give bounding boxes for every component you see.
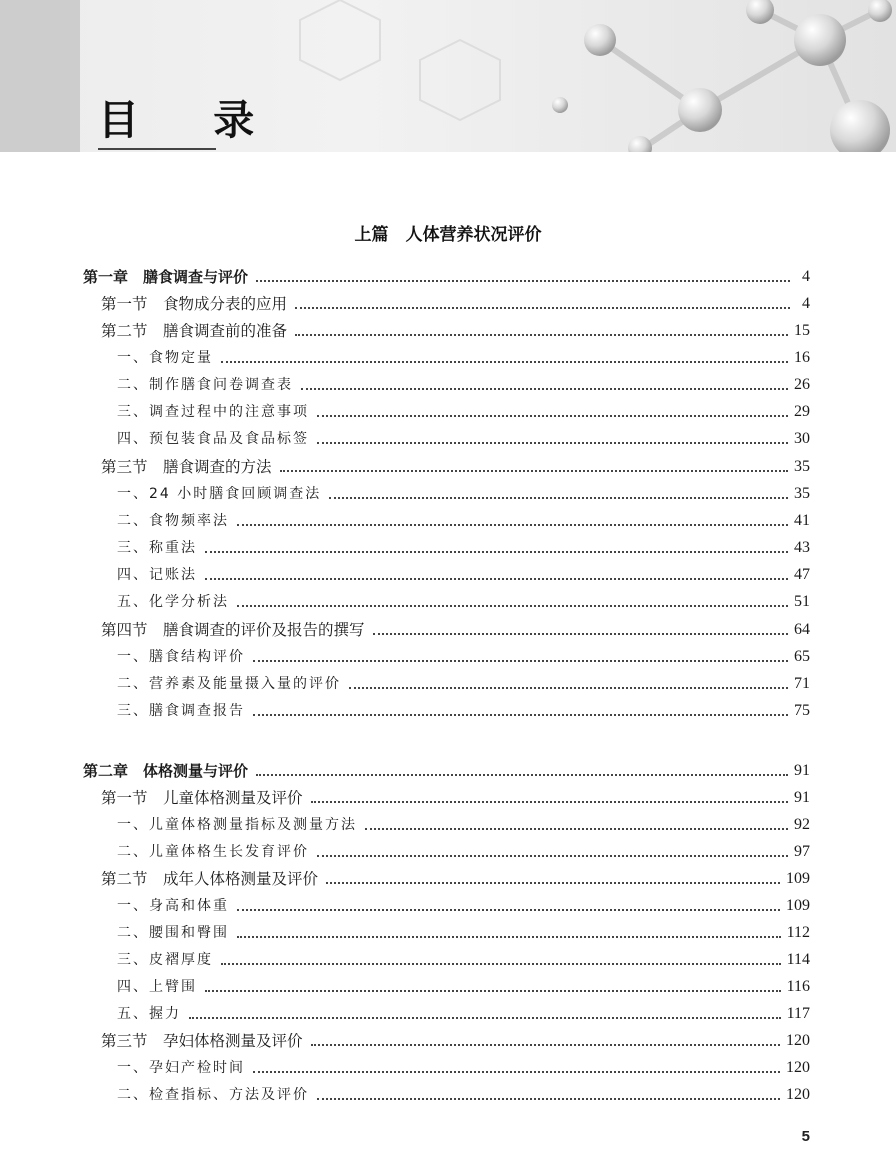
toc-section-entry[interactable] [101,864,810,890]
toc-entry-label: 三、调查过程中的注意事项 [117,404,309,420]
toc-entry-page: 112 [786,924,810,941]
toc-entry-label: 五、握力 [117,1006,181,1022]
toc-entry-label: 第一节 儿童体格测量及评价 [101,789,303,807]
dot-leader [237,524,788,526]
toc-subsection-entry[interactable] [117,810,810,836]
dot-leader [317,442,788,444]
dot-leader [326,882,780,884]
dot-leader [253,1071,780,1073]
toc-entry-page: 4 [802,268,810,285]
toc-entry-page: 120 [786,1059,810,1076]
toc-entry-page: 91 [794,762,810,779]
toc-entry-page: 97 [794,843,810,860]
page-header [0,0,896,152]
dot-leader [311,1044,780,1046]
toc-subsection-entry[interactable] [117,343,810,369]
dot-leader [256,774,788,776]
toc-entry-page: 114 [786,951,810,968]
toc-subsection-entry[interactable] [117,587,810,613]
toc-entry-page: 47 [794,566,810,583]
toc-subsection-entry[interactable] [117,370,810,396]
toc-subsection-entry[interactable] [117,918,810,944]
toc-section-entry[interactable] [101,783,810,809]
toc-subsection-entry[interactable] [117,891,810,917]
toc-section-entry[interactable] [101,1026,810,1052]
toc-entry-page: 117 [786,1005,810,1022]
dot-leader [237,909,780,911]
toc-entry-page: 43 [794,539,810,556]
dot-leader [256,280,790,282]
toc-subsection-entry[interactable] [117,642,810,668]
toc-entry-label: 二、食物频率法 [117,513,229,529]
toc-entry-label: 第四节 膳食调查的评价及报告的撰写 [101,621,365,639]
toc-subsection-entry[interactable] [117,397,810,423]
dot-leader [237,605,788,607]
toc-subsection-entry[interactable] [117,533,810,559]
toc-subsection-entry[interactable] [117,696,810,722]
toc-subsection-entry[interactable] [117,999,810,1025]
toc-section-entry[interactable] [101,289,810,315]
dot-leader [237,936,781,938]
toc-entry-label: 一、儿童体格测量指标及测量方法 [117,817,357,833]
toc-section-entry[interactable] [101,316,810,342]
toc-entry-label: 第一节 食物成分表的应用 [101,295,288,313]
dot-leader [301,388,788,390]
dot-leader [253,660,788,662]
toc-entry-label: 三、膳食调查报告 [117,703,245,719]
dot-leader [253,714,788,716]
dot-leader [317,415,788,417]
toc-entry-page: 71 [794,675,810,692]
toc-entry-label: 一、膳食结构评价 [117,649,245,665]
toc-entry-page: 116 [786,978,810,995]
toc-entry-page: 120 [786,1032,810,1049]
toc-subsection-entry[interactable] [117,669,810,695]
part-title: 上篇 人体营养状况评价 [354,225,542,245]
toc-entry-label: 二、制作膳食问卷调查表 [117,377,293,393]
toc-entry-label: 四、记账法 [117,567,197,583]
toc-entry-page: 92 [794,816,810,833]
toc-entry-label: 第三节 膳食调查的方法 [101,458,272,476]
toc-subsection-entry[interactable] [117,424,810,450]
dot-leader [317,855,788,857]
toc-entry-page: 51 [794,593,810,610]
dot-leader [221,963,781,965]
toc-subsection-entry[interactable] [117,972,810,998]
toc-entry-page: 64 [794,621,810,638]
toc-entry-page: 120 [786,1086,810,1103]
dot-leader [329,497,788,499]
toc-entry-page: 109 [786,870,810,887]
toc-entry-label: 第二节 成年人体格测量及评价 [101,870,319,888]
toc-entry-page: 16 [794,349,810,366]
dot-leader [205,990,781,992]
dot-leader [221,361,788,363]
toc-entry-page: 4 [802,295,810,312]
toc-entry-page: 26 [794,376,810,393]
dot-leader [317,1098,780,1100]
toc-subsection-entry[interactable] [117,560,810,586]
toc-section-entry[interactable] [101,615,810,641]
toc-subsection-entry[interactable] [117,479,810,505]
toc-entry-label: 二、检查指标、方法及评价 [117,1087,309,1103]
toc-subsection-entry[interactable] [117,1080,810,1106]
dot-leader [295,307,790,309]
toc-chapter-entry[interactable] [83,262,810,288]
toc-page-title: 目 录 [98,92,216,150]
toc-entry-page: 35 [794,485,810,502]
toc-entry-label: 三、皮褶厚度 [117,952,213,968]
page-number: 5 [801,1128,810,1145]
dot-leader [189,1017,781,1019]
toc-entry-label: 二、营养素及能量摄入量的评价 [117,676,341,692]
toc-entry-label: 一、身高和体重 [117,898,229,914]
toc-entry-page: 29 [794,403,810,420]
toc-subsection-entry[interactable] [117,506,810,532]
dot-leader [205,578,788,580]
toc-entry-page: 65 [794,648,810,665]
toc-entry-label: 二、腰围和臀围 [117,925,229,941]
dot-leader [205,551,788,553]
toc-entry-label: 第二章 体格测量与评价 [83,762,249,780]
toc-entry-page: 109 [786,897,810,914]
toc-entry-label: 二、儿童体格生长发育评价 [117,844,309,860]
toc-entry-label: 四、预包装食品及食品标签 [117,431,309,447]
toc-entry-page: 41 [794,512,810,529]
toc-chapter-entry[interactable] [83,756,810,782]
toc-entry-label: 四、上臂围 [117,979,197,995]
toc-entry-label: 三、称重法 [117,540,197,556]
toc-entry-page: 91 [794,789,810,806]
dot-leader [349,687,788,689]
toc-entry-page: 30 [794,430,810,447]
dot-leader [365,828,788,830]
toc-entry-page: 15 [794,322,810,339]
toc-entry-label: 第三节 孕妇体格测量及评价 [101,1032,303,1050]
toc-entry-page: 75 [794,702,810,719]
dot-leader [373,633,788,635]
dot-leader [280,470,788,472]
toc-subsection-entry[interactable] [117,837,810,863]
dot-leader [295,334,788,336]
toc-entry-label: 一、食物定量 [117,350,213,366]
toc-entry-label: 第一章 膳食调查与评价 [83,268,249,286]
toc-section-entry[interactable] [101,452,810,478]
toc-entry-label: 第二节 膳食调查前的准备 [101,322,288,340]
toc-subsection-entry[interactable] [117,945,810,971]
toc-entry-label: 一、孕妇产检时间 [117,1060,245,1076]
toc-entry-page: 35 [794,458,810,475]
toc-subsection-entry[interactable] [117,1053,810,1079]
toc-entry-label: 一、24 小时膳食回顾调查法 [117,486,322,502]
dot-leader [311,801,788,803]
toc-entry-label: 五、化学分析法 [117,594,229,610]
